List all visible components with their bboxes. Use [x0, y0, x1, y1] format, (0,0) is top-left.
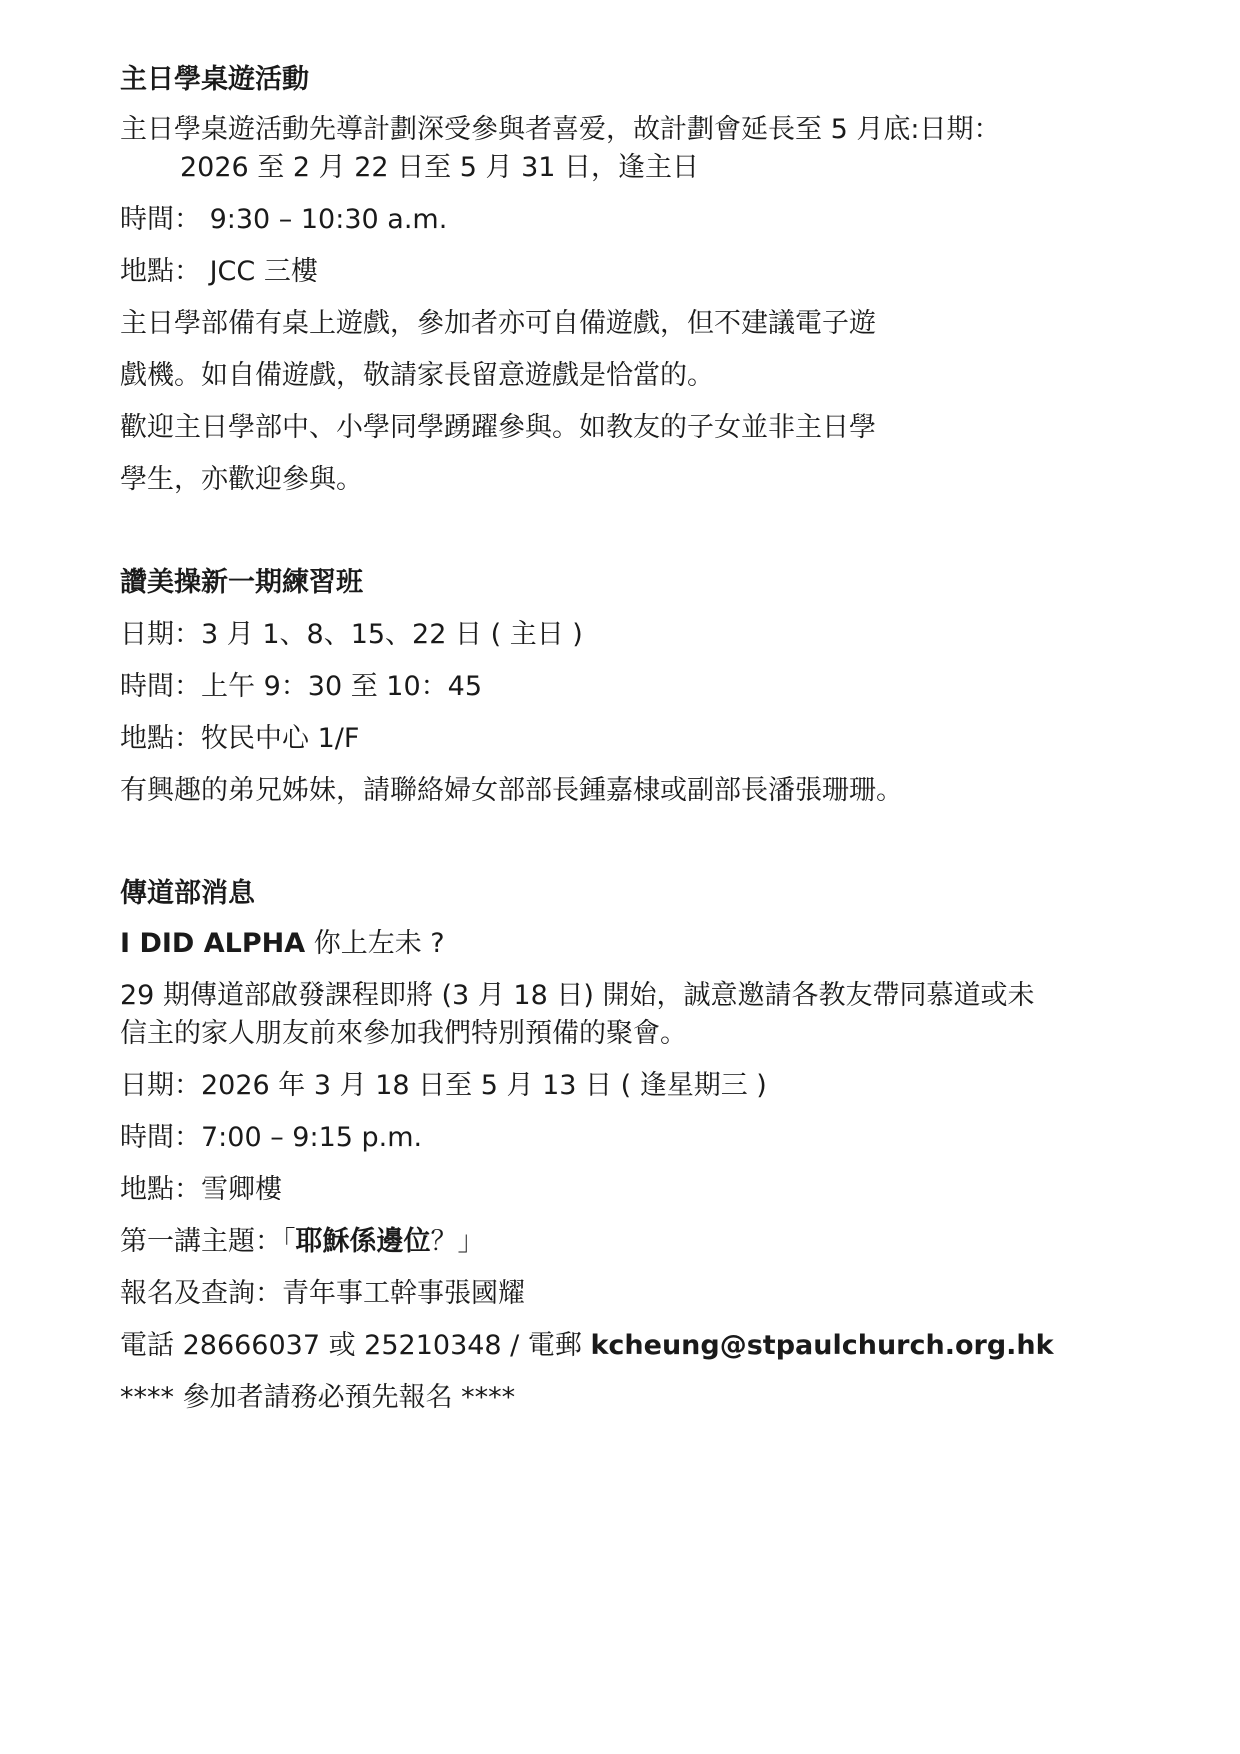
alpha-enquiry: 報名及查詢：青年事工幹事張國耀 — [120, 1278, 525, 1309]
board-games-venue: 地點： JCC 三樓 — [120, 256, 318, 287]
alpha-reminder: **** 參加者請務必預先報名 **** — [120, 1382, 516, 1413]
board-games-intro-line1: 主日學桌遊活動先導計劃深受參與者喜爱，故計劃會延長至 5 月底:日期： — [120, 114, 1001, 145]
board-games-welcome-line1: 歡迎主日學部中、小學同學踴躍參與。如教友的子女並非主日學 — [120, 412, 876, 443]
board-games-desc-line1: 主日學部備有桌上遊戲，參加者亦可自備遊戲，但不建議電子遊 — [120, 308, 876, 339]
alpha-email-link[interactable]: kcheung@stpaulchurch.org.hk — [590, 1330, 1054, 1361]
board-games-desc-line2: 戲機。如自備遊戲，敬請家長留意遊戲是恰當的。 — [120, 360, 714, 391]
alpha-subtitle — [120, 926, 445, 962]
alpha-date: 日期：2026 年 3 月 18 日至 5 月 13 日 ( 逢星期三 ) — [120, 1070, 767, 1101]
praise-dance-venue: 地點：牧民中心 1/F — [120, 723, 360, 754]
board-games-intro-line2: 2026 至 2 月 22 日至 5 月 31 日，逢主日 — [180, 152, 700, 183]
alpha-time: 時間：7:00 – 9:15 p.m. — [120, 1122, 423, 1153]
alpha-topic — [120, 1224, 485, 1260]
board-games-time: 時間： 9:30 – 10:30 a.m. — [120, 204, 448, 235]
alpha-topic-prefix: 第一講主題：「 — [120, 1226, 296, 1257]
alpha-intro-line1: 29 期傳道部啟發課程即將 (3 月 18 日) 開始，誠意邀請各教友帶同慕道或未 — [120, 980, 1035, 1011]
alpha-intro-line2: 信主的家人朋友前來參加我們特別預備的聚會。 — [120, 1018, 687, 1049]
alpha-phone-text: 電話 28666037 或 25210348 / 電郵 — [120, 1330, 591, 1361]
alpha-venue: 地點：雪卿樓 — [120, 1174, 282, 1205]
alpha-subtitle-en: I DID ALPHA — [120, 928, 306, 959]
alpha-subtitle-zh: 你上左未 ? — [305, 928, 445, 959]
praise-dance-time: 時間：上午 9：30 至 10：45 — [120, 671, 482, 702]
alpha-topic-title: 耶穌係邊位 — [295, 1226, 431, 1257]
section-title-praise-dance: 讚美操新一期練習班 — [120, 567, 363, 598]
praise-dance-contact: 有興趣的弟兄姊妹，請聯絡婦女部部長鍾嘉棣或副部長潘張珊珊。 — [120, 775, 903, 806]
board-games-welcome-line2: 學生，亦歡迎參與。 — [120, 464, 363, 495]
alpha-topic-suffix: ？」 — [430, 1226, 485, 1257]
praise-dance-date: 日期：3 月 1、8、15、22 日 ( 主日 ) — [120, 619, 583, 650]
section-title-evangelism: 傳道部消息 — [120, 878, 255, 909]
section-title-board-games: 主日學桌遊活動 — [120, 64, 309, 95]
alpha-contact — [120, 1328, 1054, 1364]
